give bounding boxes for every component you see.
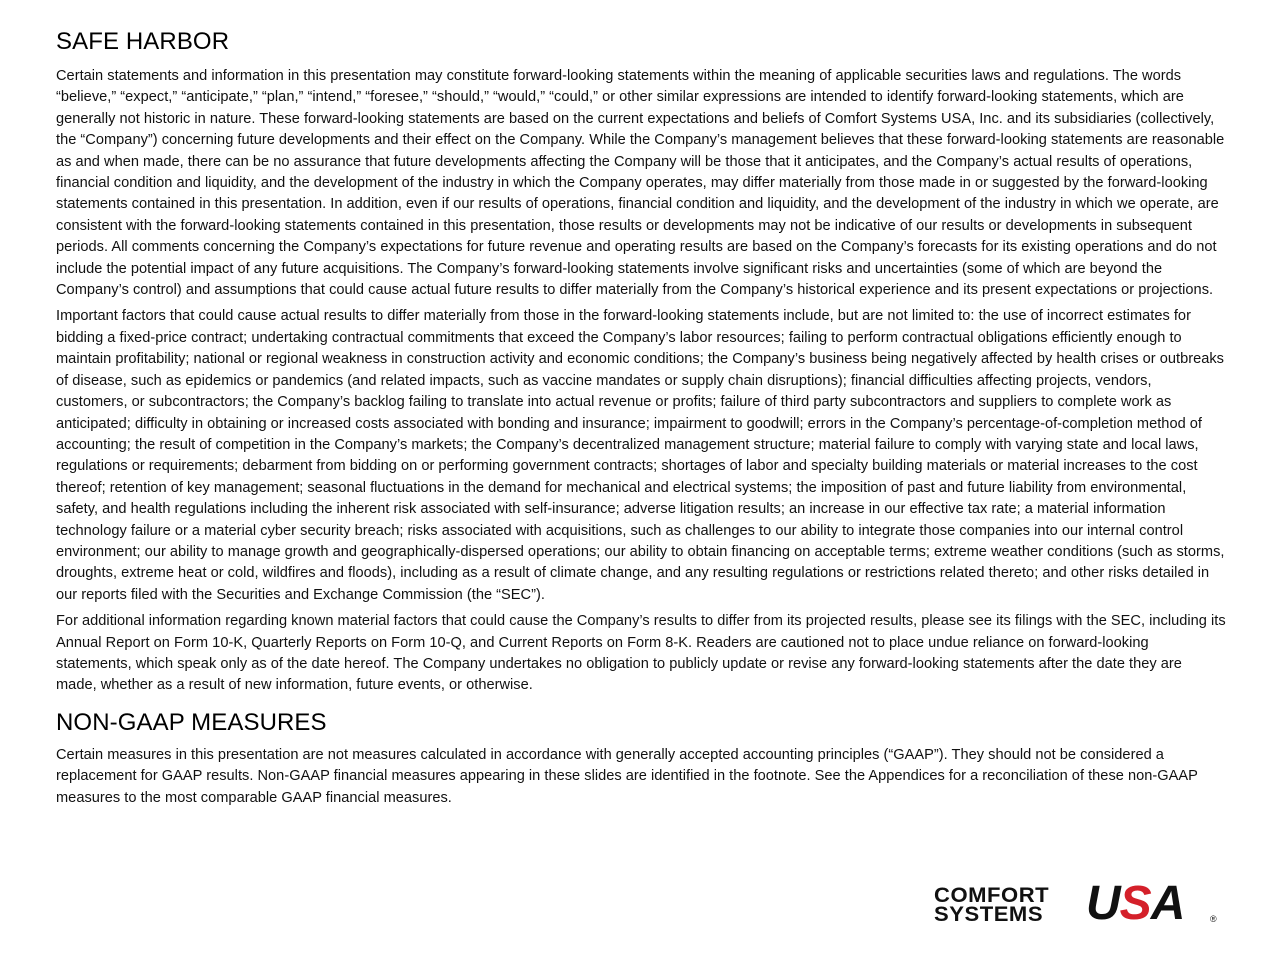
safe-harbor-paragraph-2: Important factors that could cause actual results to differ materially from those in the forward-looking statements include, but are not limited to: the use of incorrect estimates for bidding a fixed-price contract; undertaking contractual commitments that exceed the Company’s labor resources; failing to perform contractual obligations efficiently enough to maintain profitability; national or regional weakness in construction activity and economic conditions; the Company’s business being negatively affected by health crises or outbreaks of disease, such as epidemics or pandemics (and related impacts, such as vaccine mandates or supply chain disruptions); financial difficulties affecting projects, vendors, customers, or subcontractors; the Company’s backlog failing to translate into actual revenue or profits; failure of third party subcontractors and suppliers to complete work as anticipated; difficulty in obtaining or increased costs associated with bonding and insurance; impairment to goodwill; errors in the Company’s percentage-of-completion method of accounting; the result of competition in the Company’s markets; the Company’s decentralized management structure; material failure to comply with varying state and local laws, regulations or requirements; debarment from bidding on or performing government contracts; shortages of labor and specialty building materials or material increases to the cost thereof; retention of key management; seasonal fluctuations in the demand for mechanical and electrical systems; the imposition of past and future liability from environmental, safety, and health regulations including the inherent risk associated with self-insurance; adverse litigation results; an increase in our effective tax rate; a material information technology failure or a material cyber security breach; risks associated with acquisitions, such as challenges to our ability to integrate those companies into our internal control environment; our ability to manage growth and geographically-dispersed operations; our ability to obtain financing on acceptable terms; extreme weather conditions (such as storms, droughts, extreme heat or cold, wildfires and floods), including as a result of climate change, and any resulting regulations or restrictions related thereto; and other risks detailed in our reports filed with the Securities and Exchange Commission (the “SEC”). — [56, 308, 1225, 603]
logo-line-systems: SYSTEMS — [934, 903, 1044, 926]
slide-content — [56, 28, 1226, 814]
logo-usa — [1086, 878, 1184, 930]
safe-harbor-paragraph-1: Certain statements and information in this presentation may constitute forward-looking statements within the meaning of applicable securities laws and regulations. The words “believe,” “expect,” “anticipate,” “plan,” “intend,” “foresee,” “should,” “would,” “could,” or other similar expressions are intended to identify forward-looking statements, which are generally not historic in nature. These forward-looking statements are based on the current expectations and beliefs of Comfort Systems USA, Inc. and its subsidiaries (collectively, the “Company”) concerning future developments and their effect on the Company. While the Company’s management believes that these forward-looking statements are reasonable as and when made, there can be no assurance that future developments affecting the Company will be those that it anticipates, and the Company’s actual results of operations, financial condition and liquidity, and the development of the industry in which the Company operates, may differ materially from those made in or suggested by the forward-looking statements contained in this presentation. In addition, even if our results of operations, financial condition and liquidity, and the development of the industry in which we operate, are consistent with the forward-looking statements contained in this presentation, those results or developments may not be indicative of our results or developments in subsequent periods. All comments concerning the Company’s expectations for future revenue and operating results are based on the Company’s forecasts for its existing operations and do not include the potential impact of any future acquisitions. The Company’s forward-looking statements involve significant risks and uncertainties (some of which are beyond the Company’s control) and assumptions that could cause actual future results to differ materially from the Company’s historical experience and its present expectations or projections. — [56, 68, 1225, 299]
registered-mark: ® — [1210, 914, 1217, 924]
safe-harbor-heading: SAFE HARBOR — [56, 28, 230, 55]
logo-usa-s: S — [1119, 877, 1151, 930]
non-gaap-paragraph: Certain measures in this presentation are not measures calculated in accordance with generally accepted accounting principles (“GAAP”). They should not be considered a replacement for GAAP results. Non-GAAP financial measures appearing in these slides are identified in the footnote. See the Appendices for a reconciliation of these non-GAAP measures to the most comparable GAAP financial measures. — [56, 746, 1198, 806]
non-gaap-heading: NON-GAAP MEASURES — [56, 708, 327, 736]
logo-usa-a: A — [1150, 877, 1185, 930]
safe-harbor-paragraph-3: For additional information regarding known material factors that could cause the Company’s results to differ from its projected results, please see its filings with the SEC, including its Annual Report on Form 10-K, Quarterly Reports on Form 10-Q, and Current Reports on Form 8-K. Readers are cautioned not to place undue reliance on forward-looking statements, which speak only as of the date hereof. The Company undertakes no obligation to publicly update or revise any forward-looking statements after the date they are made, whether as a result of new information, future events, or otherwise. — [56, 613, 1226, 694]
logo-wordmark — [934, 886, 1049, 924]
logo-line-comfort: COMFORT — [934, 884, 1050, 907]
logo-usa-u: U — [1086, 877, 1120, 930]
comfort-systems-usa-logo — [934, 877, 1218, 930]
